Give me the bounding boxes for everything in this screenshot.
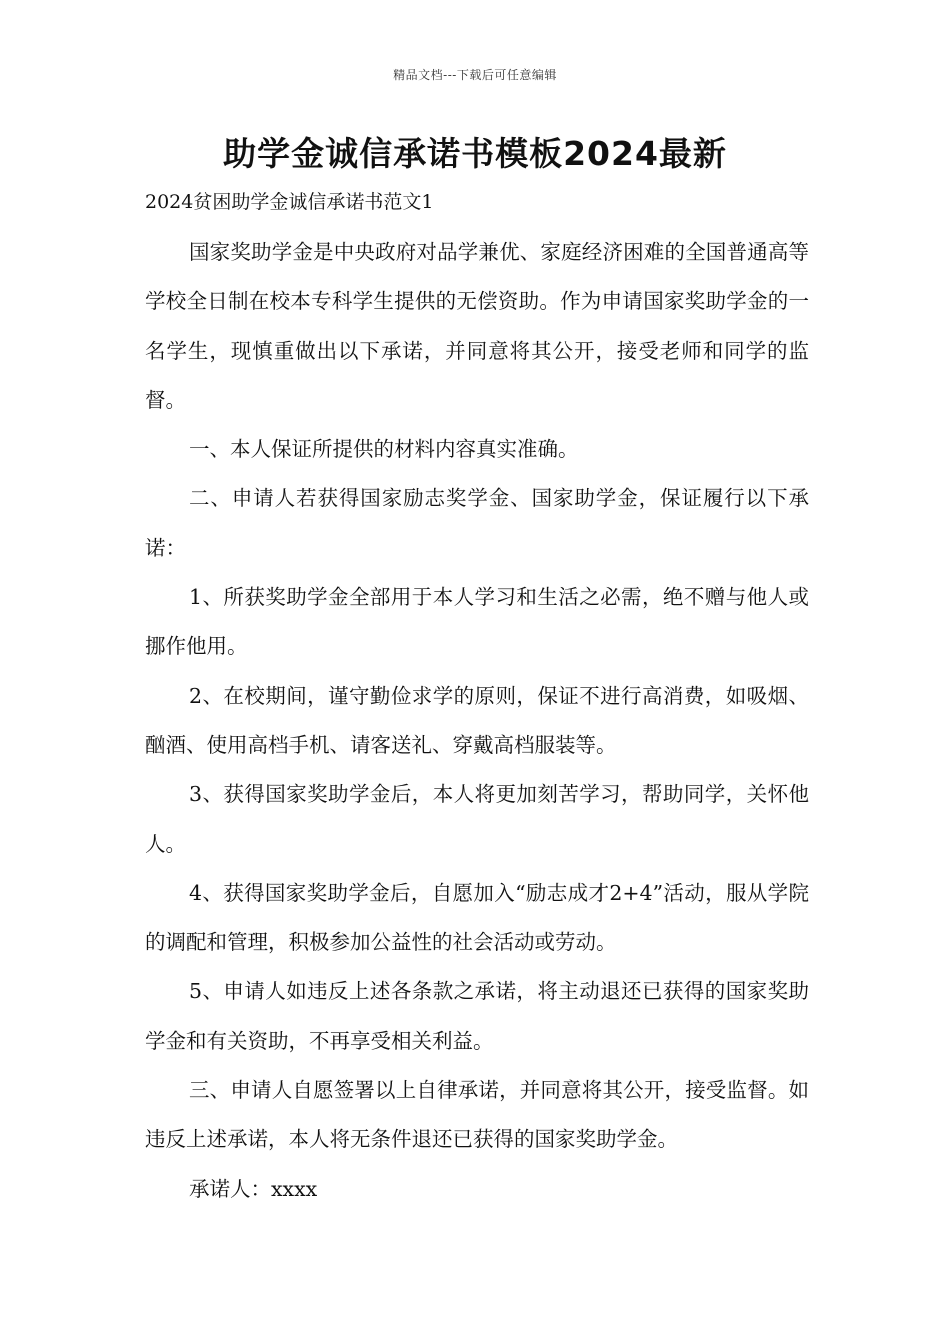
sub-pledge-2: 2、在校期间，谨守勤俭求学的原则，保证不进行高消费，如吸烟、酗酒、使用高档手机、请客送礼、穿戴高档服装等。 [145,683,809,757]
sub-pledge-3: 3、获得国家奖助学金后，本人将更加刻苦学习，帮助同学，关怀他人。 [145,782,809,856]
document-body [145,228,809,1214]
page-header: 精品文档---下载后可任意编辑 [393,68,557,82]
pledge-item-3: 三、申请人自愿签署以上自律承诺，并同意将其公开，接受监督。如违反上述承诺，本人将无条件退还已获得的国家奖助学金。 [145,1078,809,1152]
intro-paragraph: 国家奖助学金是中央政府对品学兼优、家庭经济困难的全国普通高等学校全日制在校本专科学生提供的无偿资助。作为申请国家奖助学金的一名学生，现慎重做出以下承诺，并同意将其公开，接受老师和同学的监督。 [145,240,809,412]
sub-pledge-5: 5、申请人如违反上述各条款之承诺，将主动退还已获得的国家奖助学金和有关资助，不再享受相关利益。 [145,979,809,1053]
pledge-item-1: 一、本人保证所提供的材料内容真实准确。 [189,437,579,462]
sub-pledge-4: 4、获得国家奖助学金后，自愿加入“励志成才2+4”活动，服从学院的调配和管理，积极参加公益性的社会活动或劳动。 [145,880,809,955]
signature-line: 承诺人：xxxx [189,1176,318,1201]
document-subtitle: 2024贫困助学金诚信承诺书范文1 [145,191,434,213]
sub-pledge-1: 1、所获奖助学金全部用于本人学习和生活之必需，绝不赠与他人或挪作他用。 [145,585,809,659]
pledge-item-2: 二、申请人若获得国家励志奖学金、国家助学金，保证履行以下承诺： [145,486,809,560]
document-title: 助学金诚信承诺书模板2024最新 [223,134,727,173]
